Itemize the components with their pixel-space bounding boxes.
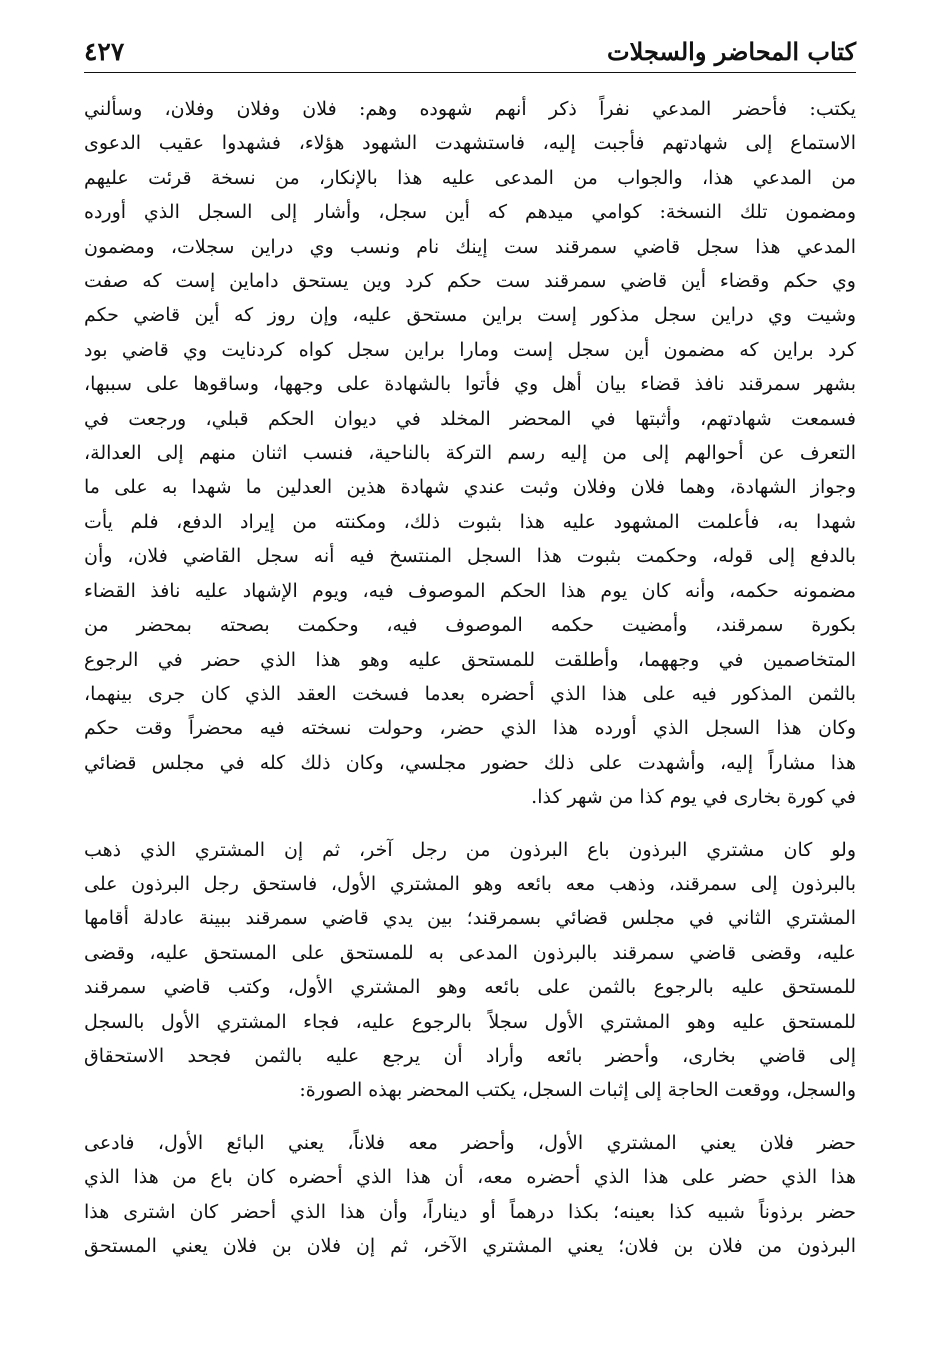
text-line: وكان هذا السجل الذي أورده هذا الذي حضر، وحولت نسخته فيه محضراً وقت حكم — [84, 717, 856, 740]
text-line: المشتري الثاني في مجلس قضائي بسمرقند؛ بين يدي قاضي سمرقند ببينة عادلة أقامها — [84, 907, 856, 930]
text-line: والسجل، ووقعت الحاجة إلى إثبات السجل، يكتب المحضر بهذه الصورة: — [299, 1079, 856, 1102]
text-line: يكتب: فأحضر المدعي نفراً ذكر أنهم شهوده وهم: فلان وفلان وفلان، وسألني — [84, 98, 856, 120]
text-line: حضر فلان يعني المشتري الأول، وأحضر معه فلاناً، يعني البائع الأول، فادعى — [84, 1131, 856, 1154]
paragraph-3 — [84, 1126, 856, 1264]
text-line: من المدعي هذا، والجواب من المدعى عليه هذا بالإنكار، من نسخة قرئت عليهم — [84, 166, 856, 189]
text-line: وي حكم وقضاء أين قاضي سمرقند ست حكم كرد وين يستحق داماين إست كه صفت — [84, 270, 856, 293]
text-line: الاستماع إلى شهادتهم فأجبت إليه، فاستشهدت الشهود هؤلاء، فشهدوا عقيب الدعوى — [84, 132, 856, 155]
text-line: التعرف عن أحوالهم إلى من إليه رسم التركة بالناحية، فنسب اثنان منهم إلى العدالة، — [84, 442, 856, 465]
text-line: حضر برذوناً شبيه كذا بعينه؛ بكذا درهماً أو ديناراً، وأن هذا الذي أحضر كان اشترى هذا — [84, 1200, 856, 1223]
text-line: في كورة بخارى في يوم كذا من شهر كذا. — [531, 786, 856, 809]
page-number: ٤٢٧ — [84, 36, 125, 66]
text-line: كرد براين كه مضمون أين سجل إست ومارا براين سجل كواه كردنايت وي قاضي بود — [84, 338, 856, 361]
text-line: بكورة سمرقند، وأمضيت حكمه الموصوف فيه، وحكمت بصحته بمحضر من — [84, 614, 856, 637]
text-line: مضمونه حكمه، وأنه كان يوم هذا الحكم الموصوف فيه، ويوم الإشهاد عليه نافذ القضاء — [84, 579, 856, 602]
text-line: وشيت وي دراين سجل مذكور إست براين مستحق عليه، وإن روز كه أين قاضي حكم — [84, 304, 856, 327]
text-line: ومضمون تلك النسخة: كوامي ميدهم كه أين سجل، وأشار إلى السجل الذي أورده — [84, 201, 856, 224]
paragraph-2 — [84, 833, 856, 1108]
paragraph-gap — [84, 815, 856, 833]
page-header — [84, 30, 856, 73]
text-line: للمستحق عليه وهو المشتري الأول سجلاً بالرجوع عليه، فجاء المشتري الأول بالسجل — [84, 1010, 856, 1033]
text-line: شهدا به، فأعلمت المشهود عليه هذا بثبوت ذلك، ومكنته من إيراد الدفع، فلم يأت — [84, 510, 856, 533]
text-line: هذا مشاراً إليه، وأشهدت على ذلك حضور مجلسي، وكان ذلك كله في مجلس قضائي — [84, 751, 856, 774]
text-line: المتخاصمين في وجههما، وأطلقت للمستحق عليه وهو هذا الذي حضر في الرجوع — [84, 648, 856, 671]
text-line: بالدفع إلى قوله، وحكمت بثبوت هذا السجل المنتسخ فيه أنه سجل القاضي فلان، وأن — [84, 545, 856, 568]
text-line: هذا الذي حضر على هذا الذي أحضره معه، أن هذا الذي أحضره كان باع من هذا الذي — [84, 1166, 856, 1189]
text-line: ولو كان مشتري البرذون باع البرذون من رجل آخر، ثم إن المشتري الذي ذهب — [84, 838, 856, 861]
text-line: وجواز الشهادة، وهما فلان وفلان وثبت عندي شهادة هذين العدلين ما شهدا به على ما — [84, 476, 856, 499]
text-line: بشهر سمرقند نافذ قضاء بيان أهل وي فأتوا بالشهادة على وجهها، وساقوها على سببها، — [84, 373, 856, 396]
text-line: المدعي هذا سجل قاضي سمرقند ست إينك نام ونسب وي دراين سجلات، ومضمون — [84, 235, 856, 258]
paragraph-gap — [84, 1108, 856, 1126]
book-title: كتاب المحاضر والسجلات — [607, 36, 856, 66]
text-line: للمستحق عليه بالرجوع بالثمن على بائعه وهو المشتري الأول، وكتب قاضي سمرقند — [84, 976, 856, 999]
paragraph-1 — [84, 92, 856, 815]
text-line: عليه، وقضى قاضي سمرقند بالبرذون المدعى به للمستحق على المستحق عليه، وقضى — [84, 941, 856, 964]
text-line: فسمعت شهادتهم، وأثبتها في المحضر المخلد في ديوان الحكم قبلي، ورجعت في — [84, 407, 856, 430]
text-line: بالبرذون إلى سمرقند، وذهب معه بائعه وهو المشتري الأول، فاستحق رجل البرذون على — [84, 872, 856, 895]
text-line: البرذون من فلان بن فلان؛ يعني المشتري الآخر، ثم إن فلان بن فلان يعني المستحق — [84, 1235, 856, 1257]
text-line: إلى قاضي بخارى، وأحضر بائعه وأراد أن يرجع عليه بالثمن فجحد الاستحقاق — [84, 1044, 856, 1067]
page-body — [84, 92, 856, 1263]
text-line: بالثمن المذكور فيه على هذا الذي أحضره بعدما فسخت العقد الذي كان جرى بينهما، — [84, 682, 856, 705]
